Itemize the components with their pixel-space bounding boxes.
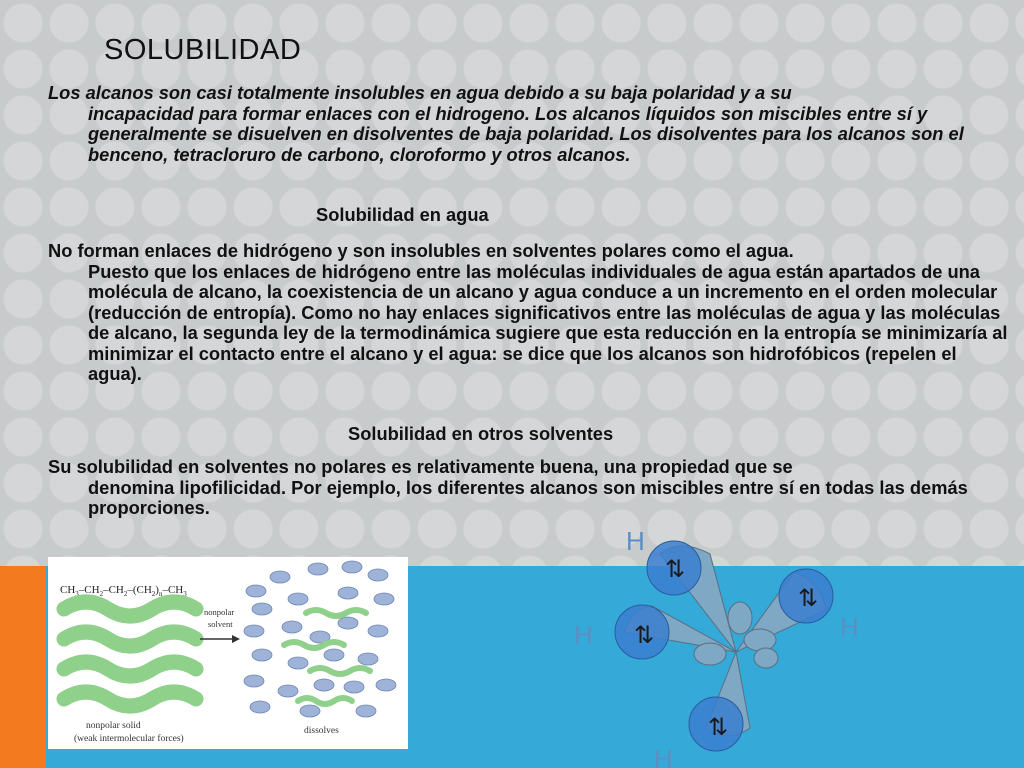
spin-pair: ⇅ <box>708 714 729 741</box>
solvent-molecule <box>244 675 264 687</box>
paragraph-water-solubility <box>48 241 1014 385</box>
orbital-back-lobe <box>744 629 776 651</box>
orbital-back-lobe <box>694 643 726 665</box>
hydrogen-label: H <box>626 526 645 556</box>
paragraph-continuation: Puesto que los enlaces de hidrógeno entre las moléculas individuales de agua están apartados de una molécula de alcano, la coexistencia de un alcano y agua conduce a un incremento en el orden molecular (reducción de entropía). Como no hay enlaces significativos entre las moléculas de agua y las moléculas de alcano, la segunda ley de la termodinámica sugiere que esta reducción en la entropía se minimizaría al minimizar el contacto entre el alcano y el agua: se dice que los alcanos son hidrofóbicos (repelen el agua). <box>88 260 1008 384</box>
solvent-molecule <box>344 681 364 693</box>
paragraph-alkanes-insoluble <box>48 83 1014 165</box>
solvent-molecule <box>308 563 328 575</box>
solvent-molecule <box>288 657 308 669</box>
solvent-molecule <box>278 685 298 697</box>
solvent-molecule <box>338 587 358 599</box>
solvent-molecule <box>252 649 272 661</box>
solvent-molecule <box>338 617 358 629</box>
solvent-molecule <box>300 705 320 717</box>
arrow-icon <box>200 635 240 643</box>
spin-pair: ⇅ <box>665 556 686 583</box>
dissolves-label: dissolves <box>304 726 339 736</box>
dissolution-diagram-svg <box>48 557 408 749</box>
paragraph-continuation: incapacidad para formar enlaces con el hidrogeno. Los alcanos líquidos son miscibles entre sí y generalmente se disuelven en disolventes de baja polaridad. Los disolventes para los alcanos son el benceno, tetracloruro de carbono, cloroformo y otros alcanos. <box>88 102 964 165</box>
alkane-chain <box>64 632 196 646</box>
alkane-chain <box>64 662 196 676</box>
solvent-molecule <box>250 701 270 713</box>
hydrogen-label: H <box>840 612 859 642</box>
sp3-orbital-diagram <box>560 522 890 768</box>
solvent-molecule <box>368 625 388 637</box>
alkane-formula: $CH_3-CH_2-CH_2-(CH_2)_n-CH_3$ <box>60 584 187 598</box>
subheading-solubility-water: Solubilidad en agua <box>316 204 489 225</box>
dissolution-diagram <box>48 557 408 749</box>
solvent-molecule <box>368 569 388 581</box>
dissolved-chain <box>306 610 366 616</box>
hydrogen-label: H <box>574 620 593 650</box>
alkane-chains <box>64 602 196 706</box>
solvent-molecule <box>270 571 290 583</box>
dissolved-chain <box>310 668 370 674</box>
solvent-molecule <box>288 593 308 605</box>
spin-pair: ⇅ <box>634 622 655 649</box>
dissolved-chain <box>284 642 344 648</box>
solvent-molecule <box>374 593 394 605</box>
paragraph-nonpolar-solubility <box>48 457 1014 519</box>
solvent-molecule <box>246 585 266 597</box>
orange-band <box>0 566 46 768</box>
paragraph-first-line: Su solubilidad en solventes no polares es relativamente buena, una propiedad que se <box>48 456 793 477</box>
orbital-back-lobe <box>754 648 778 668</box>
solvent-molecule <box>314 679 334 691</box>
solvent-molecules <box>244 561 396 717</box>
arrow-label-solvent: solvent <box>208 619 233 629</box>
solvent-molecule <box>358 653 378 665</box>
dissolved-chain <box>298 698 352 704</box>
hydrogen-label: H <box>654 744 673 768</box>
solvent-molecule <box>376 679 396 691</box>
solvent-molecule <box>282 621 302 633</box>
solvent-molecule <box>356 705 376 717</box>
alkane-chain <box>64 692 196 706</box>
solvent-molecule <box>252 603 272 615</box>
solvent-molecule <box>324 649 344 661</box>
weak-forces-label: (weak intermolecular forces) <box>74 734 184 744</box>
nonpolar-solid-label: nonpolar solid <box>86 721 141 731</box>
paragraph-first-line: No forman enlaces de hidrógeno y son insolubles en solventes polares como el agua. <box>48 240 794 261</box>
slide-title: SOLUBILIDAD <box>104 34 302 66</box>
orbital-back-lobe <box>728 602 752 634</box>
spin-pair: ⇅ <box>798 585 819 612</box>
paragraph-continuation: denomina lipofilicidad. Por ejemplo, los diferentes alcanos son miscibles entre sí en todas las demás proporciones. <box>88 476 968 518</box>
solvent-molecule <box>342 561 362 573</box>
subheading-other-solvents: Solubilidad en otros solventes <box>348 423 614 444</box>
arrow-label-nonpolar: nonpolar <box>204 607 235 617</box>
paragraph-first-line: Los alcanos son casi totalmente insolubles en agua debido a su baja polaridad y a su <box>48 82 792 103</box>
alkane-chain <box>64 602 196 616</box>
solvent-molecule <box>244 625 264 637</box>
